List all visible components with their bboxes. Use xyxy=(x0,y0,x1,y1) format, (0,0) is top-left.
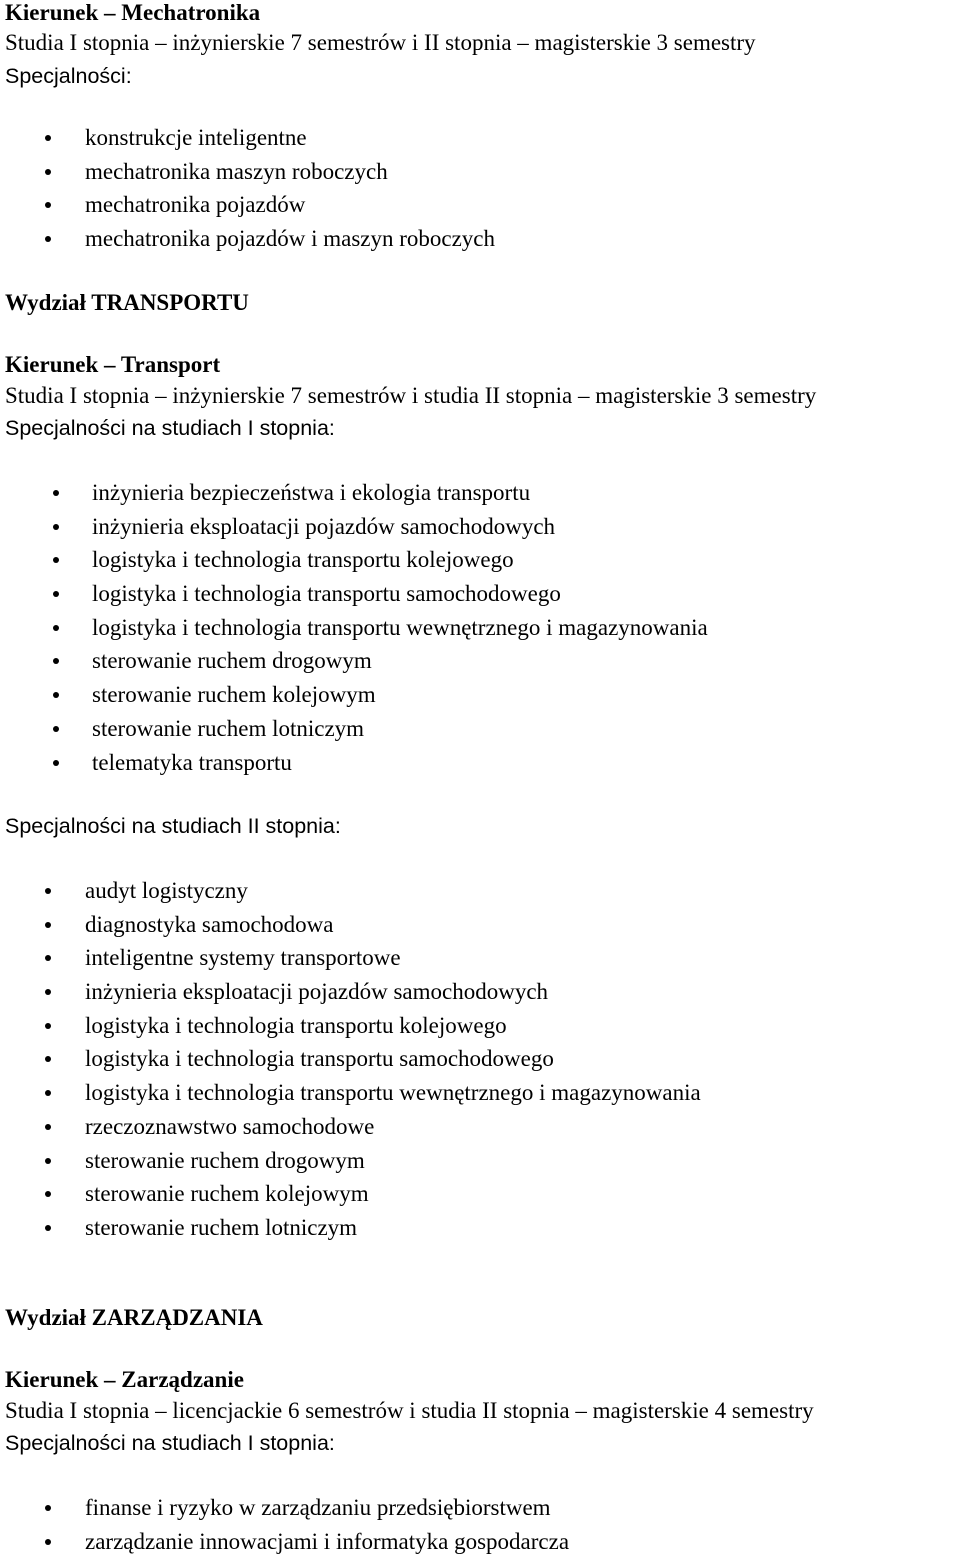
bullet-icon xyxy=(45,1191,51,1197)
bullet-icon xyxy=(45,1158,51,1164)
transport-kierunek: Kierunek – Transport xyxy=(5,352,221,377)
transport-spec1-label: Specjalności na studiach I stopnia: xyxy=(5,416,335,440)
bullet-icon xyxy=(45,922,51,928)
bullet-icon xyxy=(53,692,59,698)
zarzadzanie-kierunek: Kierunek – Zarządzanie xyxy=(5,1367,244,1392)
bullet-icon xyxy=(45,236,51,242)
bullet-icon xyxy=(45,1023,51,1029)
bullet-icon xyxy=(45,955,51,961)
mechatronika-spec-label: Specjalności: xyxy=(5,64,132,88)
bullet-icon xyxy=(45,202,51,208)
bullet-icon xyxy=(53,658,59,664)
bullet-icon xyxy=(45,169,51,175)
bullet-icon xyxy=(53,591,59,597)
transport-wydzial: Wydział TRANSPORTU xyxy=(5,290,249,315)
bullet-icon xyxy=(45,1539,51,1545)
bullet-icon xyxy=(45,989,51,995)
bullet-icon xyxy=(45,1124,51,1130)
bullet-icon xyxy=(45,135,51,141)
zarzadzanie-spec1-label: Specjalności na studiach I stopnia: xyxy=(5,1431,335,1455)
bullet-icon xyxy=(53,625,59,631)
bullet-icon xyxy=(53,557,59,563)
bullet-icon xyxy=(53,726,59,732)
bullet-icon xyxy=(45,1056,51,1062)
bullet-icon xyxy=(45,888,51,894)
bullet-icon xyxy=(53,490,59,496)
mechatronika-kierunek: Kierunek – Mechatronika xyxy=(5,0,261,25)
bullet-icon xyxy=(53,524,59,530)
transport-studia: Studia I stopnia – inżynierskie 7 semestrów i studia II stopnia – magisterskie 3 semestry xyxy=(5,383,817,408)
zarzadzanie-studia: Studia I stopnia – licencjackie 6 semestrów i studia II stopnia – magisterskie 4 semestry xyxy=(5,1398,814,1423)
mechatronika-studia: Studia I stopnia – inżynierskie 7 semestrów i II stopnia – magisterskie 3 semestry xyxy=(5,30,756,55)
bullet-icon xyxy=(45,1505,51,1511)
bullet-icon xyxy=(45,1225,51,1231)
bullet-icon xyxy=(45,1090,51,1096)
transport-spec2-label: Specjalności na studiach II stopnia: xyxy=(5,814,341,838)
zarzadzanie-wydzial: Wydział ZARZĄDZANIA xyxy=(5,1305,263,1330)
bullet-icon xyxy=(53,760,59,766)
